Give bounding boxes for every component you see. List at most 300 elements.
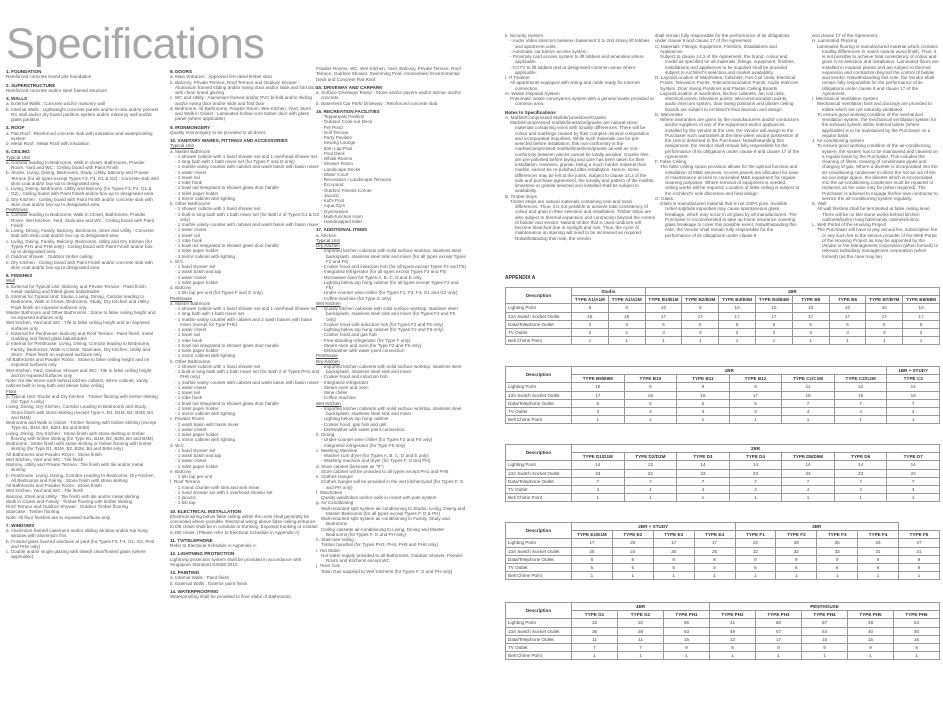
subheading: Typical Unit [6,154,30,160]
row-label: 13A Switch Socket Outlet [506,312,572,320]
table-row [506,337,940,345]
table-cell: 3 [719,328,756,336]
unit-type-header: TYPE PH3 [756,611,802,619]
table-cell: 1 [729,416,782,424]
list-item: a. External for Typical Unit: Balcony and Private Terrace : Paint finish, metal cladding and fritted glass balustrades [6,283,148,294]
table-cell: 5 [653,563,694,571]
table-cell: 9 [817,555,858,563]
sub-list-item: Wall-mounted split system air-conditioning to Family, Study and Bedrooms [321,516,450,527]
list-item: A. Marble/Compressed Marble/Limestone/Granite [505,114,607,120]
table-cell: 1 [899,572,940,580]
section-heading: 10. SANITARY WARES, FITTINGS AND ACCESSORIES [170,138,288,143]
sub-list-item: - 1 robe hook [175,337,203,343]
paragraph: Note: No tile/ stone work behind kitchen cabinet, mirror cabinet, vanity cabinet built-in long bath and above false ceiling [6,378,149,389]
appendix-title: APPENDIX A [505,275,536,281]
sub-list-item: Mechanical Ventilation fans and ductings are provided to toilets which are not naturally ventilated. [817,101,932,112]
unit-group-header: PENTHOUSE [710,603,940,611]
sub-list-item: - Quality kitchen cabinets with solid surface worktop, stainless steel backsplash, stainless steel sink and mixer (for Types F2 and F5 only) [321,306,458,322]
table-cell: 16 [624,391,677,399]
table-cell: 14 [887,383,940,391]
sub-list-item: - 1 mirror cabinet with lighting [175,411,235,416]
table-cell: 67 [756,627,802,635]
sub-list-item: - Automatic car barrier access system. [510,48,588,54]
list-item: d. Store cabinet (laminate as "S") [316,463,384,469]
section-heading: 5. CEILING [6,149,30,155]
table-cell: 23 [782,469,835,477]
table-cell: 56 [664,619,710,627]
sub-list-item: - 1 hand shower set with 1 overhead shower set [175,489,273,495]
unit-type-header: TYPE F2 [776,531,817,539]
table-cell: 23 [677,469,730,477]
table-cell: 38 [618,627,664,635]
list-item: a. Internal Walls : Paint finish [170,575,230,581]
table-cell: 5 [829,320,866,328]
section-heading: 9. IRONMONGERY [170,124,211,130]
table-cell: 25 [817,539,858,547]
list-item: c. Double and/or single glazing with tinted/ clear/frosted glass (where applicable) [6,549,146,560]
sub-list-item: - 1 water closet [175,426,207,432]
table-row [506,635,940,643]
sub-list-item: - Washer cum dryer (for Types A, B, C, D and E only) [321,453,429,458]
table-cell: 10 [719,304,756,312]
unit-group-header: 1BR [572,367,887,375]
list-item: d. Internal for Penthouse: Living, Dining, Corridor leading to Bedrooms, Family, Bedrooms, Walk in Closet, Staircase, Dry Kitchen, Utility and Store : Paint finish on exposed surfaces only [6,341,151,357]
row-label: 13A Switch Socket Outlet [506,627,572,635]
table-row [506,643,940,651]
table-cell: 23 [834,469,887,477]
table-row [506,494,940,502]
table-cell: 6 [735,563,776,571]
sub-list-item: - Pool Deck [321,150,345,156]
table-cell: 17 [572,539,613,547]
table-row [506,485,940,493]
table-cell: 25 [694,547,735,555]
sub-list-item: - 1 water closet [175,384,207,390]
table-cell: 19 [887,391,940,399]
table-cell: 9 [899,555,940,563]
sub-list-item: - Aqua Gym [321,203,346,209]
sub-list-item: - Microwave oven for Types A, B, C, D and E only [321,274,422,280]
unit-type-header: TYPE D6 [834,453,887,461]
table-cell: 1 [645,337,682,345]
table-cell: 1 [612,572,653,580]
row-label: Lighting Point [506,619,572,627]
table-cell: 4 [624,485,677,493]
list-item: d. Dry Kitchen : Ceiling board with Paint Finish and/or concrete slab with skim coat and/or box-up to designated area [6,196,153,207]
table-cell: 1 [653,572,694,580]
list-item: c. Living, Dining, Bedrooms, Utility and Balcony (for Types F3, F4, G1 & G2) : Ceiling board with Paint Finish and/or box-up to designated area [6,186,154,197]
table-cell: 9 [735,555,776,563]
table-cell: 1 [572,572,613,580]
unit-type-header: TYPE F3 [817,531,858,539]
table-cell: 1 [802,652,848,660]
table-cell: 5 [572,399,625,407]
description-header: Description [506,445,572,461]
sub-list-item: - 1 towel rail [175,232,200,238]
sub-list-item: - Cooker hood and gas hob [321,332,377,338]
table-cell: 1 [572,652,618,660]
table-cell: 8 [624,383,677,391]
paragraph: shall remain fully responsible for the performance of its obligations under clause 9 and clause 17 of the Agreement. [655,33,790,44]
sub-list-item: Subject to clause 14.3 of the Agreement, the brand, colour and model as specified for all materials, fittings, equipment, finishes, installations and appliances to be supplied shall be provided subject to Architect's selection and market availability. [660,54,795,75]
table-cell: 8 [694,555,735,563]
list-item: b. Balcony, Private Terrace, Roof Terrace and Outdoor Shower : Aluminium framed sliding and/or swing door and/or slide and fold door with clear/ tinted glazing [170,79,318,95]
list-item: c. WC and Utility : Aluminium framed and/or PVC bi-fold and/or sliding and/or swing door and/or slide and fold door [170,95,312,106]
description-header: Description [506,288,572,304]
table-cell: 22 [624,469,677,477]
list-item: k. Security System [505,33,544,38]
table-cell: 6 [776,563,817,571]
table-cell: 5 [755,320,792,328]
table-row [506,572,940,580]
table-cell: 10 [792,304,829,312]
sub-list-item: - Integrated refrigerator (for all types except Types F2 and F5) [321,269,447,275]
unit-group-header: 2BR [572,445,940,453]
unit-group-header: 4BR [572,603,710,611]
table-cell: 5 [719,320,756,328]
list-item: c. Powder Room [170,416,204,422]
table-cell: 15 [802,635,848,643]
unit-type-header: TYPE F1 [735,531,776,539]
paragraph: Refer to Electrical Schedule in Appendix A. [170,543,258,548]
list-item: Balcony, Utility and Private Terrace : Tile finish with tile and/or metal skirting [6,462,144,473]
list-item: b. Other Bathrooms [170,201,211,206]
table-cell: 9 [894,643,940,651]
table-cell: 10 [903,304,940,312]
table-cell: 16 [664,635,710,643]
row-label: Data/Telephone Outlet [506,399,572,407]
spec-column-1 [6,66,159,714]
sub-list-item: - 1 shower cubicle with 1 hand shower set [175,206,261,212]
table-cell: 7 [834,399,887,407]
table-cell: 32 [735,547,776,555]
table-cell: 11 [618,635,664,643]
list-item: b. Dining [316,432,335,437]
list-item: d. Bedrooms, All Bathrooms, Powder Room, Wet Kitchen, Yard, Store and Walk in Closet : Laminated hollow core timber door with glass panel (where applicable) [170,105,312,122]
table-cell: 49 [710,627,756,635]
list-item: m. Waste Disposal System [505,90,560,96]
list-item: Balcony, Store and Utility : Tile finish with tile and/or metal skirting [6,493,140,499]
table-cell: 32 [572,619,618,627]
sub-list-item: - Cooker hood with induction hob (for Types F2 and F5 only) [321,321,444,327]
sub-list-item: - 1 shower cubicle with 1 hand shower set [175,363,261,369]
unit-type-header: TYPE D3 [677,453,730,461]
table-cell: 1 [887,494,940,502]
section-heading: 7. WINDOWS [6,522,35,528]
electrical-schedule-table [505,522,940,580]
table-cell: 5 [612,563,653,571]
table-row [506,399,940,407]
sub-list-item: - Under-counter wine chiller (for Types F2 and F5 only) [321,437,433,443]
table-cell: 3 [645,328,682,336]
sub-list-item: - Coffee machine (for Type G only) [321,295,392,301]
sub-list-item: - 1 built-in long bath with 1 bath mixer set (for Bath 2 of Types G1 & G2 only) [175,211,320,222]
sub-list-item: - 1 wash basin with basin mixer [175,421,239,427]
sub-list-item: - Multi-function room [321,213,363,219]
table-cell: 6 [899,563,940,571]
sub-list-item: - 1 mirror cabinet with lighting [175,253,235,259]
unit-type-header: TYPE PH6 [894,611,940,619]
table-cell: 13 [710,635,756,643]
table-cell: 1 [848,652,894,660]
list-item: F. False Ceiling [655,159,687,164]
table-cell: 3 [903,328,940,336]
electrical-schedule-table [505,602,940,660]
row-label: Data/Telephone Outlet [506,635,572,643]
list-item: b. Internal Walls : Lightweight concrete panels and/or in-situ and/or precast RC wall and/or dry board partition system and/or masonry wall and/or glass partition [6,106,159,122]
table-cell: 3 [608,320,645,328]
table-row [506,563,940,571]
table-cell: 9 [682,304,719,312]
sub-list-item: - Grill Terrace [321,129,349,135]
table-cell: 1 [608,337,645,345]
table-cell: 7 [782,477,835,485]
row-label: 13A Switch Socket Outlet [506,547,572,555]
table-cell: 15 [848,635,894,643]
subheading: Dry Kitchen [316,243,340,248]
table-cell: 1 [677,416,730,424]
subheading: Wet Kitchen [316,300,341,306]
sub-list-item: - 1 toilet paper holder [175,432,219,437]
list-item: Master Bathroom and Other Bathrooms : Stone to false ceiling height and on exposed surfaces only [6,309,156,320]
section-heading: 13. PAINTING [170,570,200,575]
sub-list-item: - Pet Pond [321,124,343,130]
sub-list-item: - 1 long bath with 1 bath mixer set [175,311,244,317]
unit-type-header: TYPE E4 [694,531,735,539]
sub-list-item: Glass is manufactured material that is not 100% pure. Invisible nickel sulphide impurities may cause spontaneous glass breakage, which may occur in all glass by all manufacturers. The Purchaser is recommended to take up home insurance covering glass breakage to cover this possible event. Notwithstanding this note, the Vendor shall remain fully responsible for the performance of its obligations under clause 9 [660,201,797,238]
sub-list-item: - Water Court [321,171,349,177]
table-cell: 60 [756,619,802,627]
subheading: Wet Kitchen [316,400,341,406]
unit-type-header: TYPE E2 [612,531,653,539]
list-item: a. Flat Roof : Reinforced concrete slab with insulation and waterproofing system [6,130,153,141]
table-cell: 17 [682,312,719,320]
spec-column-2 [170,66,320,714]
sub-list-item: All wall finishes shall be terminated at false ceiling level. There will be no tile/ stone works behind kitchen cabinets/built-in long bath/vanity cabinets/mirror. [817,206,931,222]
table-cell: 63 [664,627,710,635]
sub-list-item: - Wine chiller [321,390,348,395]
table-cell: 33 [817,547,858,555]
unit-type-header: TYPE B7/B7M [866,296,903,304]
electrical-schedule-table [505,287,940,345]
sub-list-item: Pneumatic waste conveyance system with a general waste provided at common area. [510,96,654,107]
table-cell: 8 [653,555,694,563]
table-cell: 9 [664,643,710,651]
unit-type-header: TYPE E3 [653,531,694,539]
table-cell: 6 [858,563,899,571]
sub-list-item: - Landscape Decks [321,166,361,172]
sub-list-item: - Imported kitchen cabinets with solid surface worktop, stainless steel backsplash, stainless steel sink and mixer (for all types except Types F2 and F5) [321,248,466,264]
table-cell: 7 [618,643,664,651]
table-cell: 4 [834,485,887,493]
paragraph: Waterproofing shall be provided to floor slabs of Bathrooms, [170,594,292,599]
table-cell: 8 [612,555,653,563]
table-cell: 4 [572,485,625,493]
table-cell: 1 [866,337,903,345]
table-cell: 40 [894,627,940,635]
sub-list-item: - Washing machine and dryer (for Types F, G and PH) [321,458,431,464]
unit-type-header: TYPE B10 [624,375,677,383]
sub-list-item: - Imported kitchen cabinets with solid surface worktop, stainless steel backsplash, stainless steel sink and mixer [321,405,462,416]
section-heading: Notes to Specifications [505,109,556,115]
list-item: b. Basement Car Park/ Driveway : Reinforced concrete slab [316,100,438,106]
table-cell: 9 [848,643,894,651]
table-cell: 8 [729,383,782,391]
table-cell: 14 [834,461,887,469]
table-cell: 3 [755,328,792,336]
unit-type-header: TYPE PH2 [710,611,756,619]
sub-list-item: - 1 water closet [175,169,207,175]
list-item: D. Layout/Location of Wardrobes, Cabinets, Fan Coil Units, Electrical Points, Television Points, Telecommunication Points, Audio Intercom System, Door Swing Positions and Plaster Ceiling Boards [655,75,799,91]
row-label: Lighting Point [506,461,572,469]
table-cell: 7 [677,477,730,485]
table-row [506,477,940,485]
table-cell: 16 [894,635,940,643]
sub-list-item: - 1 mirror cabinet with lighting [175,353,235,359]
table-cell: 17 [755,312,792,320]
table-cell: 17 [903,312,940,320]
table-cell: 7 [572,477,625,485]
sub-list-item: - 1 hand shower set [175,264,216,269]
list-item: a. Master Bathroom [170,300,211,306]
table-cell: 17 [866,312,903,320]
list-item: f. Wardrobes [316,489,343,495]
table-row [506,383,940,391]
table-cell: 1 [829,337,866,345]
table-cell: 9 [608,304,645,312]
list-item: Living, Dining, Dry Kitchen : Stone finish with stone skirting or timber flooring with timber skirting (for Type B1, B1M, B2, B2M, B4 and B4M) [6,430,154,441]
table-cell: 12 [834,383,887,391]
unit-type-header: TYPE B9/B9M [572,375,625,383]
section-heading: 10. ELECTRICAL INSTALLATION [170,508,241,514]
sub-list-item: Clothes hanger will be provided in the wet kitchen/yard (for Types F, G and PH only) [321,479,464,490]
table-cell: 25 [653,547,694,555]
spec-column-5 [655,33,800,273]
section-heading: 6. FINISHES [6,273,33,278]
table-cell: 17 [653,539,694,547]
table-cell: 8 [572,555,613,563]
table-cell: 10 [755,304,792,312]
table-cell: 2 [608,328,645,336]
table-cell: 5 [694,563,735,571]
table-cell: 16 [677,391,730,399]
table-cell: 17 [719,312,756,320]
sub-list-item: - 1 marble vanity counter with cabinet and wash basin with basin mixer [175,222,319,227]
table-row [506,416,940,424]
table-cell: 1 [694,572,735,580]
sub-list-item: Where warranties are given by the manufacturers and/or contractors and/or suppliers of any of the equipment and/or appliances installed by the Vendor at the Unit, the Vendor will assign to the Purchaser such warranties at the time when vacant possession of the Unit is delivered to the Purchaser. Notwithstanding this assignment, the Vendor shall remain fully responsible for the performance of its obligations under clause 9 and clause 17 of the Agreement. [660,117,800,159]
table-cell: 14 [677,461,730,469]
section-heading: 8. DOORS [170,69,192,74]
sub-list-item: - Outdoor Fitness Corner [321,187,372,193]
subheading: Penthouse [316,353,338,359]
electrical-schedule-table [505,366,940,424]
list-item: a. Surface Driveway/ Ramp : Stone and/or pavers and/or tarmac and/or concrete [316,90,462,101]
table-cell: 5 [792,320,829,328]
table-cell: 53 [802,627,848,635]
sub-list-item: - Proximity card access system to lift lobbies and amenities where applicable. [510,54,644,65]
sub-list-item: - 1 robe hook [175,395,203,401]
unit-type-header: TYPE C1/C1M [782,375,835,383]
row-label: Bell Chime Point [506,652,572,660]
list-item: b. Studio, Living, Dining, Bedrooms, Study, Utility, Balcony and Private Terrace (for all types except Types F3, F4, G1 & G2) : Concrete slab with skim coat and/or box-up to designated area [6,170,159,186]
sub-list-item: - 1 robe hook [175,237,203,243]
sub-list-item: - Integrated refrigerator (for Type F5 only) [321,442,406,448]
list-item: f. Roof Terrace [170,479,201,485]
table-cell: 36 [572,627,618,635]
sub-list-item: - 1 round counter with sink and sink mixer [175,484,260,490]
sub-list-item: - Gymnasium [321,208,349,214]
table-cell: 14 [887,461,940,469]
unit-type-header: TYPE G2 [618,611,664,619]
row-label: TV Outlet [506,643,572,651]
list-item: b. Internal for Typical Unit: Studio, Living, Dining, Corridor leading to Bedrooms, Walk in Closet, Bedrooms, Study, Dry Kitchen and Utility : Paint finish on exposed surfaces only [6,294,152,310]
sub-list-item: - 1 hand shower set [175,447,216,453]
sub-list-item: - Whisk Rooms [321,156,353,161]
row-label: Data/Telephone Outlet [506,477,572,485]
sub-list-item: - 1 bowl rail integrated to shower glass door handle [175,185,279,191]
table-cell: 22 [735,539,776,547]
table-cell: 7 [887,477,940,485]
section-heading: 17. ADDITIONAL ITEMS [316,227,368,233]
sub-list-item: - Integrated refrigerator [321,379,369,385]
table-cell: 40 [848,627,894,635]
table-cell: 7 [834,477,887,485]
sub-list-item: Timber handrail (for Types PH3, PH4, PH5 and PH6 only) [321,542,438,548]
sub-list-item: - 50m Lap Pool [321,145,353,151]
unit-type-header: TYPE D7 [887,453,940,461]
list-item: L. Web Portal of the Housing Project [812,222,887,227]
paragraph: Note: All floor finishes are to exposed surfaces only. [6,514,112,520]
unit-type-header: TYPE B6 [829,296,866,304]
sub-list-item: - 1 bib tap per unit (for Types F and G only) [175,290,263,296]
table-cell: 3 [572,320,609,328]
table-cell: 48 [848,619,894,627]
sub-list-item: Ceiling cassette air-conditioning to Living, Dining and Master Bedrooms (for Types F, G and PH only) [321,526,445,537]
table-cell: 1 [735,572,776,580]
unit-type-header: TYPE F4 [858,531,899,539]
table-cell: 1 [572,337,609,345]
sub-list-item: - Jacuzzi [321,192,340,198]
sub-list-item: - Free-standing refrigerator (for Type F only) [321,337,411,343]
table-row [506,555,940,563]
list-item: a. Typical Unit: Studio and Dry Kitchen : Timber flooring with timber skirting (for Type A only) [6,393,158,404]
table-cell: 19 [782,391,835,399]
list-item: All Bathrooms and Powder Room : Stone finish [6,483,102,488]
row-label: Data/Telephone Outlet [506,555,572,563]
unit-type-header: TYPE A1/A1M [572,296,609,304]
list-item: d. Outdoor shower : Outdoor timber ceiling [6,254,93,260]
table-cell: 10 [645,304,682,312]
sub-list-item: - Party Pavilion [321,135,352,140]
list-item: e. Balcony [170,468,192,474]
list-item: h. Staircase railing [316,537,354,542]
unit-type-header: TYPE D5/D5M [782,453,835,461]
table-cell: 25 [858,539,899,547]
description-header: Description [506,367,572,383]
unit-type-header: TYPE C2/C2M [834,375,887,383]
list-item: Wet Kitchen, Yard and WC : Tile finish [6,488,84,494]
table-cell: 23 [729,469,782,477]
table-cell: 10 [829,304,866,312]
unit-type-header: TYPE E1/E1M [572,531,613,539]
table-cell: 3 [624,407,677,415]
unit-type-header: TYPE PH4 [802,611,848,619]
list-item: a. Main Entrance : Approved fire-rated timber door [170,74,273,80]
table-cell: 57 [802,619,848,627]
list-item: I. Mechanical Ventilation System [812,96,879,101]
description-header: Description [506,523,572,539]
